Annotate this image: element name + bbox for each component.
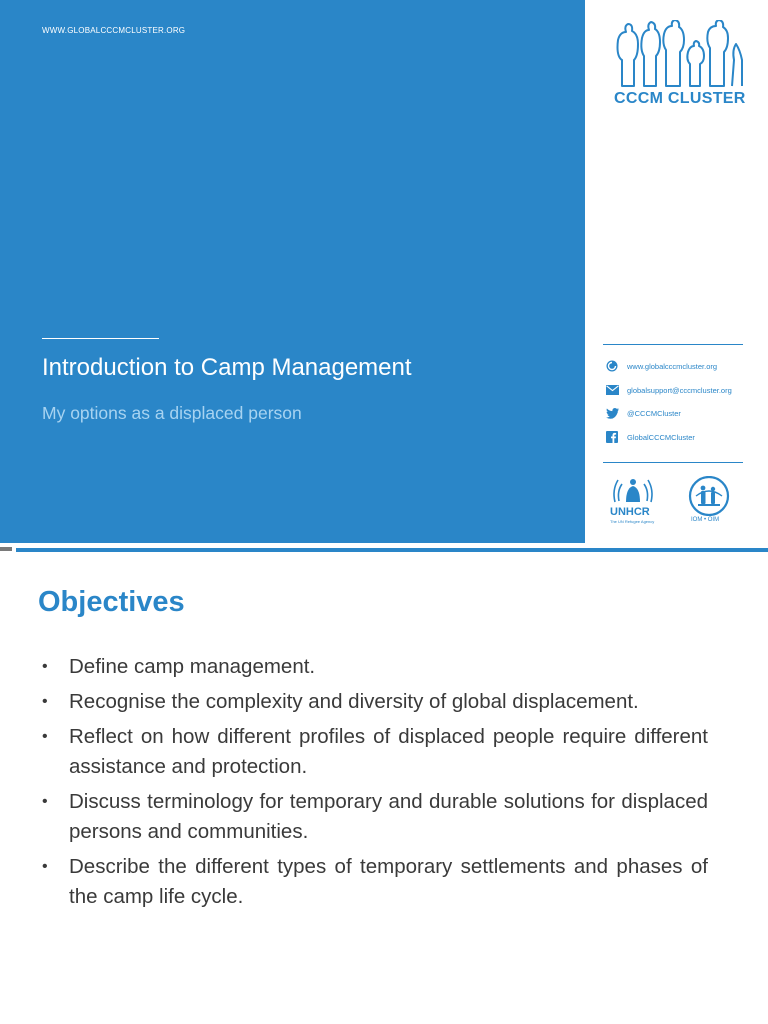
iom-emblem-icon (688, 476, 730, 516)
iom-name: IOM • OIM (691, 517, 720, 523)
envelope-icon (605, 383, 619, 397)
globe-icon (605, 359, 619, 373)
list-item: • Recognise the complexity and diversity of global displacement. (40, 687, 708, 717)
twitter-bird-icon (605, 406, 619, 420)
contact-facebook-text: GlobalCCCMCluster (627, 432, 695, 442)
contact-website-text: www.globalcccmcluster.org (627, 361, 718, 371)
people-silhouettes-icon (614, 20, 744, 88)
site-url: WWW.GLOBALCCCMCLUSTER.ORG (42, 26, 186, 35)
list-item: • Describe the different types of temporary settlements and phases of the camp life cycle. (40, 852, 708, 912)
contacts-bottom-rule (603, 462, 743, 463)
slide-divider (16, 548, 768, 552)
objectives-list (40, 652, 708, 917)
contact-facebook[interactable] (605, 429, 695, 445)
title-panel (0, 0, 585, 543)
list-item: • Discuss terminology for temporary and durable solutions for displaced persons and communities. (40, 787, 708, 847)
contact-email[interactable] (605, 382, 732, 398)
slide-divider-dark (0, 547, 12, 551)
unhcr-logo (610, 476, 660, 526)
contact-website[interactable] (605, 358, 717, 374)
slide-subtitle: My options as a displaced person (42, 403, 302, 423)
unhcr-tagline: The UN Refugee Agency (610, 519, 655, 524)
contact-email-text: globalsupport@cccmcluster.org (627, 385, 732, 395)
objectives-slide (0, 556, 768, 1024)
list-item: • Reflect on how different profiles of displaced people require different assistance and protection. (40, 722, 708, 782)
logo-text: CCCM CLUSTER (614, 90, 746, 107)
contact-twitter-text: @CCCMCluster (627, 408, 681, 418)
facebook-icon (605, 430, 619, 444)
unhcr-name: UNHCR (610, 506, 650, 518)
slide-title: Introduction to Camp Management (42, 354, 412, 381)
cccm-logo (610, 20, 748, 110)
unhcr-emblem-icon (610, 476, 656, 506)
contact-twitter[interactable] (605, 405, 681, 421)
iom-logo (688, 476, 734, 526)
list-item: • Define camp management. (40, 652, 708, 682)
contacts-top-rule (603, 344, 743, 345)
objectives-heading: Objectives (38, 586, 185, 618)
title-divider (42, 338, 159, 339)
